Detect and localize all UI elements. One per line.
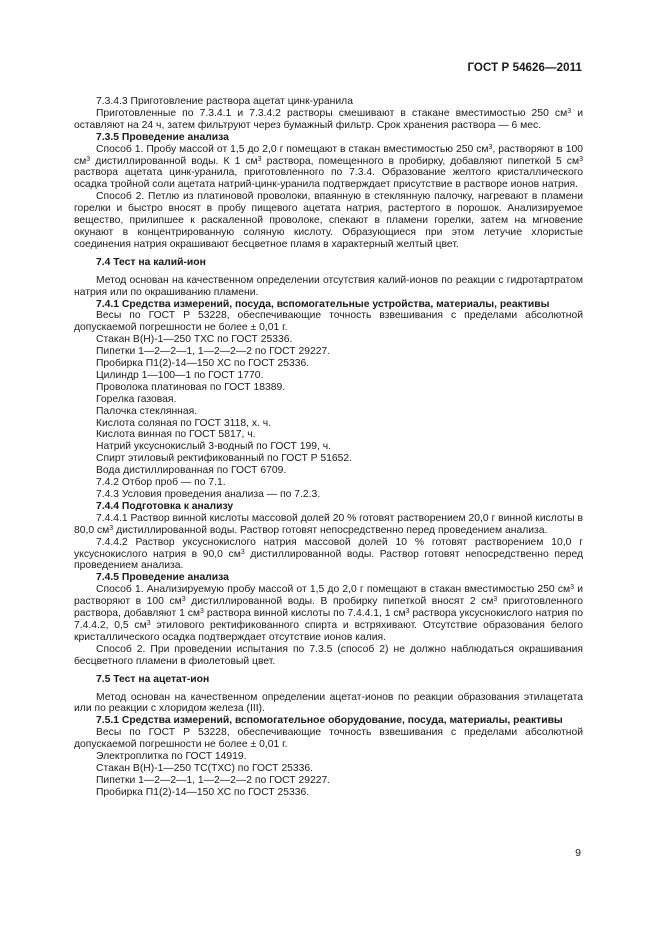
section-heading: 7.4.4 Подготовка к анализу xyxy=(96,500,234,512)
paragraph: Метод основан на качественном определении ацетат-ионов по реакции образования этилацетата или по реакции с хлоридом железа (III). xyxy=(74,691,583,715)
paragraph: 7.4.4.2 Раствор уксуснокислого натрия массовой долей 10 % готовят растворением 10,0 г уксуснокислого натрия в 90,0 $см^3$ дистиллированной воды. Раствор готовят непосредственно перед проведением анализа. xyxy=(74,536,584,572)
paragraph: Вода дистиллированная по ГОСТ 6709. xyxy=(96,465,287,477)
section-heading: 7.5 Тест на ацетат-ион xyxy=(96,673,210,685)
paragraph: Пипетки 1—2—2—1, 1—2—2—2 по ГОСТ 29227. xyxy=(96,774,331,786)
paragraph: Палочка стеклянная. xyxy=(96,405,198,417)
paragraph: Цилиндр 1—100—1 по ГОСТ 1770. xyxy=(96,369,264,381)
paragraph: Проволока платиновая по ГОСТ 18389. xyxy=(96,381,286,393)
paragraph: Стакан В(Н)-1—250 ТХС по ГОСТ 25336. xyxy=(96,334,293,346)
paragraph: Способ 2. При проведении испытания по 7.3.5 (способ 2) не должно наблюдаться окрашивания бесцветного пламени в фиолетовый цвет. xyxy=(74,643,583,667)
paragraph: Стакан В(Н)-1—250 ТС(ТХС) по ГОСТ 25336. xyxy=(96,762,314,774)
document-header: ГОСТ Р 54626—2011 xyxy=(467,62,582,74)
paragraph: Натрий уксуснокислый 3-водный по ГОСТ 199, ч. xyxy=(96,441,332,453)
paragraph: Электроплитка по ГОСТ 14919. xyxy=(96,751,247,763)
paragraph: Способ 2. Петлю из платиновой проволоки, впаянную в стеклянную палочку, нагревают в пламени горелки и быстро вносят в пробу пищевого ацетата натрия, растертого в порошок. Анализируемое вещество, прилипшее к раскаленной проволоке, спекают в пламени горелки, затем на мгновение окунают в концентрированную соляную кислоту. Образующиеся при этом летучие хлористые соединения натрия окрашивают бесцветное пламя в характерный желтый цвет. xyxy=(74,191,583,250)
paragraph: 7.3.4.3 Приготовление раствора ацетат цинк-уранила xyxy=(96,96,353,107)
section-heading: 7.5.1 Средства измерений, вспомогательное оборудование, посуда, материалы, реактивы xyxy=(96,715,563,727)
paragraph: 7.4.3 Условия проведения анализа — по 7.2.3. xyxy=(96,489,321,500)
paragraph: Приготовленные по 7.3.4.1 и 7.3.4.2 растворы смешивают в стакане вместимостью 250 $см^3$ и оставляют на 24 ч, затем фильтруют через бумажный фильтр. Срок хранения раствора — 6 мес. xyxy=(74,107,583,131)
paragraph: Пробирка П1(2)-14—150 ХС по ГОСТ 25336. xyxy=(96,786,310,798)
paragraph: Пипетки 1—2—2—1, 1—2—2—2 по ГОСТ 29227. xyxy=(96,346,331,358)
section-heading: 7.3.5 Проведение анализа xyxy=(96,131,229,143)
paragraph: Способ 1. Пробу массой от 1,5 до 2,0 г помещают в стакан вместимостью 250 $см^3$, растворяют в 100 $см^3$ дистиллированной воды. К 1 $см^3$ раствора, помещенного в пробирку, добавляют пипеткой 5 $см^3$ раствора ацетата цинк-уранила, приготовленного по 7.3.4. Образование желтого кристаллического осадка тройной соли ацетата натрий-цинк-уранила подтверждает присутствие в растворе ионов натрия. xyxy=(74,143,583,191)
paragraph: Весы по ГОСТ Р 53228, обеспечивающие точность взвешивания с пределами абсолютной допускаемой погрешности не более ± 0,01 г. xyxy=(74,727,583,751)
paragraph: Горелка газовая. xyxy=(96,393,177,405)
paragraph: 7.4.2 Отбор проб — по 7.1. xyxy=(96,477,226,489)
paragraph: Пробирка П1(2)-14—150 ХС по ГОСТ 25336. xyxy=(96,358,310,370)
section-heading: 7.4 Тест на калий-ион xyxy=(96,256,206,268)
section-heading: 7.4.1 Средства измерений, посуда, вспомогательные устройства, материалы, реактивы xyxy=(96,298,550,310)
page-number: 9 xyxy=(575,847,581,859)
paragraph: Способ 1. Анализируемую пробу массой от 1,5 до 2,0 г помещают в стакан вместимостью 250 $см^3$ и растворяют в 100 $см^3$ дистиллированной воды. В пробирку пипеткой вносят 2 $см^3$ приготовленного раствора, добавляют 1 $см^3$ раствора винной кислоты по 7.4.4.1, 1 $см^3$ раствора уксуснокислого натрия по 7.4.4.2, 0,5 $см^3$ этилового ректификованного спирта и встряхивают. Отсутствие образования белого кристаллического осадка подтверждает отсутствие ионов калия. xyxy=(74,584,583,643)
section-heading: 7.4.5 Проведение анализа xyxy=(96,572,229,584)
paragraph: Спирт этиловый ректификованный по ГОСТ Р 51652. xyxy=(96,453,353,465)
paragraph: Весы по ГОСТ Р 53228, обеспечивающие точность взвешивания с пределами абсолютной допускаемой погрешности не более ± 0,01 г. xyxy=(74,310,583,334)
paragraph: Кислота винная по ГОСТ 5817, ч. xyxy=(96,429,256,441)
paragraph: Кислота соляная по ГОСТ 3118, х. ч. xyxy=(96,417,272,429)
paragraph: Метод основан на качественном определении отсутствия калий-ионов по реакции с гидротартратом натрия или по окрашиванию пламени. xyxy=(74,274,583,298)
paragraph: 7.4.4.1 Раствор винной кислоты массовой долей 20 % готовят растворением 20,0 г винной кислоты в 80,0 $см^3$ дистиллированной воды. Раствор готовят непосредственно перед проведением анализа. xyxy=(74,512,583,536)
document-body xyxy=(74,96,583,799)
